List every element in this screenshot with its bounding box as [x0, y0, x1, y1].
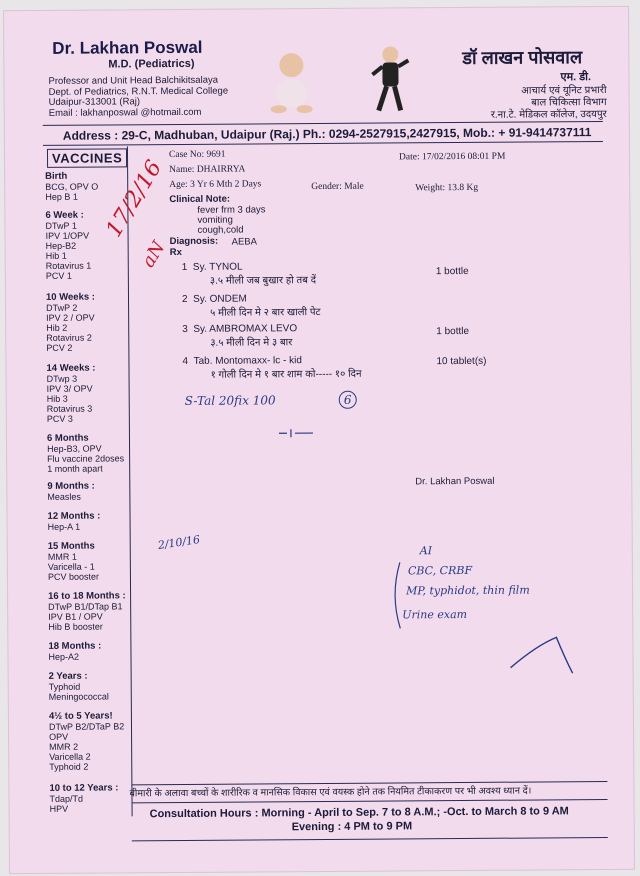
visit-date: Date: 17/02/2016 08:01 PM: [398, 151, 506, 163]
handwritten-bracket: [388, 560, 402, 630]
doctor-affiliation-hi: [457, 85, 607, 122]
prescription-item: 4 Tab. Montomaxx- lc - kid: [182, 355, 302, 367]
vaccine-group-6-months: 6 Months Hep-B3, OPV Flu vaccine 2doses 1 month apart: [46, 432, 125, 474]
vaccine-group-10-weeks: 10 Weeks : DTwP 2 IPV 2 / OPV Hib 2 Rotavirus 2 PCV 2: [45, 291, 95, 353]
prescription-item: 2 Sy. ONDEM: [181, 293, 247, 305]
prescription-qty: 1 bottle: [436, 325, 470, 338]
handwritten-note-line: CBC, CRBF: [407, 563, 473, 578]
patient-age: Age: 3 Yr 6 Mth 2 Days: [169, 179, 262, 191]
clinical-note-line: fever frm 3 days: [197, 204, 266, 216]
patient-weight: Weight: 13.8 Kg: [415, 182, 479, 194]
prescription-dose: ३.५ मीली दिन मे ३ बार: [210, 337, 293, 349]
vaccine-group-10-12-years: 10 to 12 Years : Tdap/Td HPV: [49, 782, 119, 814]
diagnosis-value: AEBA: [231, 236, 258, 248]
rx-symbol: Rx: [169, 246, 182, 259]
vaccine-group-15-months: 15 Months MMR 1 Varicella - 1 PCV booster: [47, 540, 100, 582]
prescription-dose: ५ मीली दिन मे २ बार खाली पेट: [210, 306, 321, 319]
prescription-sheet: [3, 6, 635, 874]
patient-name: Name: DHAIRRYA: [169, 164, 246, 176]
footer-rule-middle: [132, 799, 608, 803]
baby-jumping-icon: [370, 44, 411, 118]
vaccine-group-16-18-months: 16 to 18 Months : DTwP B1/DTap B1 IPV B1 / OPV Hib B booster: [48, 590, 126, 632]
case-number: Case No: 9691: [168, 149, 226, 161]
prescription-dose: ३.५ मीली जब बुखार हो तब दें: [209, 275, 317, 287]
vaccine-group-2-years: 2 Years : Typhoid Meningococcal: [48, 670, 109, 702]
footer-rule-bottom: [132, 837, 608, 841]
prescription-item: 3 Sy. AMBROMAX LEVO: [182, 323, 298, 335]
clinical-note-label: Clinical Note:: [169, 193, 231, 206]
handwritten-date-red: 17/2/16: [101, 156, 168, 242]
handwritten-circled-number: 6: [339, 391, 357, 409]
handwritten-note-line: MP, typhidot, thin film: [406, 583, 530, 598]
vaccine-group-18-months: 18 Months : Hep-A2: [48, 640, 102, 662]
clinical-note-line: vomiting: [197, 214, 233, 226]
handwritten-signature: [506, 627, 576, 677]
prescription-item: 1 Sy. TYNOL: [181, 261, 243, 273]
clinical-notes: [197, 205, 265, 235]
handwritten-date-blue: 2/10/16: [156, 532, 201, 553]
affiliation-line-hi: र.ना.टे. मेडिकल कॉलेज, उदयपुर: [490, 108, 607, 121]
handwritten-mark: [277, 427, 317, 439]
handwritten-extra-rx: S-Tal 20fix 100: [184, 393, 276, 408]
affiliation-line: Udaipur-313001 (Raj): [48, 96, 141, 108]
doctor-degree-en: M.D. (Pediatrics): [108, 57, 195, 71]
address-line: Address : 29-C, Madhuban, Udaipur (Raj.) Ph.: 0294-2527915,2427915, Mob.: + 91-9414737111: [62, 125, 592, 143]
handwritten-initials-red: aN: [137, 237, 170, 272]
doctor-degree-hi: एम. डी.: [560, 71, 592, 84]
prescription-dose: १ गोली दिन मे १ बार शाम को----- १० दिन: [210, 368, 362, 381]
handwritten-note-line: AI: [419, 544, 433, 558]
prescription-qty: 1 bottle: [435, 265, 469, 278]
vaccine-group-birth: Birth BCG, OPV O Hep B 1: [45, 170, 99, 202]
clinical-note-line: cough,cold: [197, 224, 244, 236]
baby-crawling-icon: [266, 47, 316, 117]
doctor-name-hi: डॉ लाखन पोसवाल: [462, 47, 583, 68]
affiliation-line-hi: आचार्य एवं यूनिट प्रभारी: [521, 84, 607, 97]
doctor-affiliation-en: [48, 76, 228, 119]
doctor-name-en: Dr. Lakhan Poswal: [52, 37, 203, 58]
vaccines-title: VACCINES: [47, 148, 127, 168]
consultation-hours: Consultation Hours : Morning - April to Sep. 7 to 8 A.M.; -Oct. to March 8 to 9 AM: [149, 805, 569, 821]
diagnosis-label: Diagnosis:: [169, 235, 219, 248]
affiliation-line-hi: बाल चिकित्सा विभाग: [531, 96, 607, 109]
footer-note-hindi: बीमारी के अलावा बच्चों के शारीरिक व मानसिक विकास एवं वयस्क होने तक नियमित टीकाकरण पर भी अवश्य ध्यान दें।: [129, 785, 532, 800]
vaccine-group-9-months: 9 Months : Measles: [47, 480, 95, 502]
email-line: Email : lakhanposwal @hotmail.com: [48, 106, 202, 119]
vaccine-group-12-months: 12 Months : Hep-A 1: [47, 510, 101, 532]
affiliation-line: Dept. of Pediatrics, R.N.T. Medical College: [48, 85, 229, 98]
vaccine-group-6-week: 6 Week : DTwP 1 IPV 1/OPV Hep-B2 Hib 1 Rotavirus 1 PCV 1: [45, 209, 92, 281]
consultation-evening: Evening : 4 PM to 9 PM: [291, 820, 413, 834]
vaccine-group-14-weeks: 14 Weeks : DTwp 3 IPV 3/ OPV Hib 3 Rotavirus 3 PCV 3: [46, 362, 96, 424]
patient-gender: Gender: Male: [311, 181, 364, 193]
handwritten-note-line: Urine exam: [402, 607, 468, 622]
vaccine-group-4-5-years: 4½ to 5 Years! DTwP B2/DTaP B2 OPV MMR 2 Varicella 2 Typhoid 2: [48, 710, 125, 772]
prescription-qty: 10 tablet(s): [436, 355, 487, 368]
affiliation-line: Professor and Unit Head Balchikitsalaya: [48, 74, 219, 87]
doctor-signature-name: Dr. Lakhan Poswal: [415, 475, 495, 488]
